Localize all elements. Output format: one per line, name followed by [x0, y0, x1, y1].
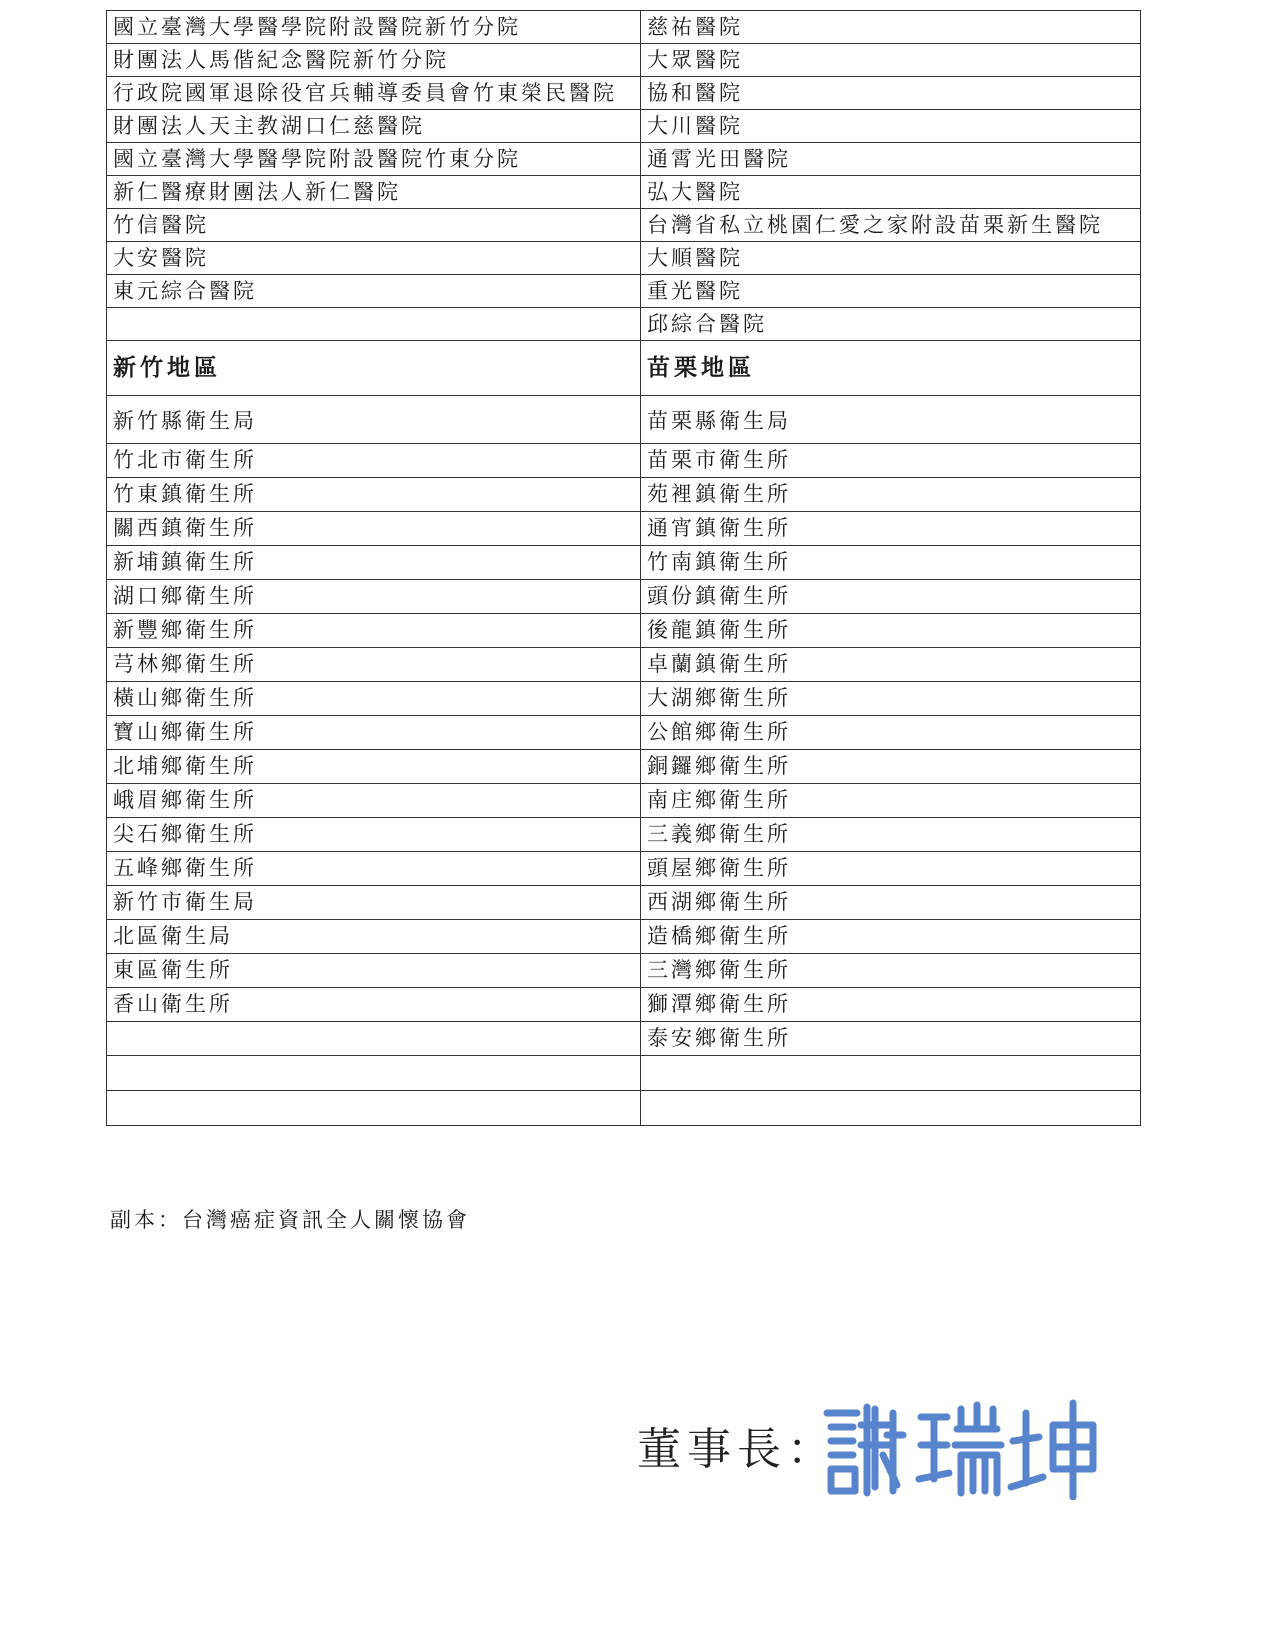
- region-header-hsinchu: 新竹地區: [107, 341, 641, 396]
- health-bureau-row: [107, 716, 1141, 750]
- hospital-row: [107, 143, 1141, 176]
- miaoli-cell: 重光醫院: [641, 275, 1141, 308]
- hsinchu-cell: 橫山鄉衛生所: [107, 682, 641, 716]
- signature-block: [637, 1395, 1117, 1505]
- hsinchu-cell: 北埔鄉衛生所: [107, 750, 641, 784]
- hsinchu-cell: 國立臺灣大學醫學院附設醫院新竹分院: [107, 11, 641, 44]
- miaoli-cell: 弘大醫院: [641, 176, 1141, 209]
- miaoli-cell: 後龍鎮衛生所: [641, 614, 1141, 648]
- miaoli-cell: 造橋鄉衛生所: [641, 920, 1141, 954]
- health-bureau-row: [107, 852, 1141, 886]
- miaoli-cell: 台灣省私立桃園仁愛之家附設苗栗新生醫院: [641, 209, 1141, 242]
- health-bureau-row: [107, 512, 1141, 546]
- hospital-row: [107, 308, 1141, 341]
- hsinchu-cell: 東區衛生所: [107, 954, 641, 988]
- miaoli-cell: [641, 1056, 1141, 1091]
- health-bureau-row: [107, 648, 1141, 682]
- hsinchu-cell: 新仁醫療財團法人新仁醫院: [107, 176, 641, 209]
- hsinchu-cell: 大安醫院: [107, 242, 641, 275]
- miaoli-cell: 苗栗縣衛生局: [641, 396, 1141, 444]
- miaoli-cell: 協和醫院: [641, 77, 1141, 110]
- seal-stroke: [827, 1407, 903, 1493]
- health-bureau-row: [107, 1022, 1141, 1056]
- hospital-row: [107, 176, 1141, 209]
- seal-stroke: [1011, 1403, 1093, 1497]
- hospital-row: [107, 209, 1141, 242]
- health-bureau-row: [107, 444, 1141, 478]
- hospital-row: [107, 242, 1141, 275]
- hsinchu-cell: 國立臺灣大學醫學院附設醫院竹東分院: [107, 143, 641, 176]
- miaoli-cell: 銅鑼鄉衛生所: [641, 750, 1141, 784]
- hsinchu-cell: 行政院國軍退除役官兵輔導委員會竹東榮民醫院: [107, 77, 641, 110]
- health-bureau-row: [107, 886, 1141, 920]
- hsinchu-cell: [107, 308, 641, 341]
- hsinchu-cell: 新竹縣衛生局: [107, 396, 641, 444]
- miaoli-cell: 頭屋鄉衛生所: [641, 852, 1141, 886]
- miaoli-cell: 通宵鎮衛生所: [641, 512, 1141, 546]
- miaoli-cell: 三義鄉衛生所: [641, 818, 1141, 852]
- health-bureau-row: [107, 1091, 1141, 1126]
- hospital-row: [107, 44, 1141, 77]
- miaoli-cell: 竹南鎮衛生所: [641, 546, 1141, 580]
- miaoli-cell: 通霄光田醫院: [641, 143, 1141, 176]
- hsinchu-cell: [107, 1022, 641, 1056]
- hsinchu-cell: 竹東鎮衛生所: [107, 478, 641, 512]
- hsinchu-cell: 湖口鄉衛生所: [107, 580, 641, 614]
- miaoli-cell: 大湖鄉衛生所: [641, 682, 1141, 716]
- miaoli-cell: 苑裡鎮衛生所: [641, 478, 1141, 512]
- miaoli-cell: 邱綜合醫院: [641, 308, 1141, 341]
- hospital-distribution-table: [106, 10, 1141, 1126]
- miaoli-cell: 頭份鎮衛生所: [641, 580, 1141, 614]
- hospital-row: [107, 110, 1141, 143]
- miaoli-cell: 公館鄉衛生所: [641, 716, 1141, 750]
- hospital-row: [107, 77, 1141, 110]
- hsinchu-cell: 峨眉鄉衛生所: [107, 784, 641, 818]
- miaoli-cell: 慈祐醫院: [641, 11, 1141, 44]
- signature-seal-image: [817, 1395, 1107, 1500]
- hsinchu-cell: 新竹市衛生局: [107, 886, 641, 920]
- health-bureau-row: [107, 682, 1141, 716]
- seal-stroke: [919, 1405, 1001, 1493]
- hsinchu-cell: [107, 1056, 641, 1091]
- miaoli-cell: 三灣鄉衛生所: [641, 954, 1141, 988]
- hsinchu-cell: [107, 1091, 641, 1126]
- health-bureau-row: [107, 478, 1141, 512]
- hospital-row: [107, 275, 1141, 308]
- health-bureau-row: [107, 396, 1141, 444]
- region-header-row: [107, 341, 1141, 396]
- miaoli-cell: 西湖鄉衛生所: [641, 886, 1141, 920]
- health-bureau-row: [107, 614, 1141, 648]
- miaoli-cell: 南庄鄉衛生所: [641, 784, 1141, 818]
- hsinchu-cell: 芎林鄉衛生所: [107, 648, 641, 682]
- hsinchu-cell: 財團法人馬偕紀念醫院新竹分院: [107, 44, 641, 77]
- hsinchu-cell: 竹信醫院: [107, 209, 641, 242]
- hospital-row: [107, 11, 1141, 44]
- signatory-title: 董事長：: [637, 1424, 837, 1475]
- hsinchu-cell: 財團法人天主教湖口仁慈醫院: [107, 110, 641, 143]
- hsinchu-cell: 北區衛生局: [107, 920, 641, 954]
- hsinchu-cell: 香山衛生所: [107, 988, 641, 1022]
- health-bureau-row: [107, 818, 1141, 852]
- hsinchu-cell: 尖石鄉衛生所: [107, 818, 641, 852]
- health-bureau-row: [107, 954, 1141, 988]
- health-bureau-row: [107, 920, 1141, 954]
- hsinchu-cell: 五峰鄉衛生所: [107, 852, 641, 886]
- miaoli-cell: 苗栗市衛生所: [641, 444, 1141, 478]
- hsinchu-cell: 寶山鄉衛生所: [107, 716, 641, 750]
- hsinchu-cell: 東元綜合醫院: [107, 275, 641, 308]
- hsinchu-cell: 竹北市衛生所: [107, 444, 641, 478]
- hsinchu-cell: 新豐鄉衛生所: [107, 614, 641, 648]
- miaoli-cell: 大眾醫院: [641, 44, 1141, 77]
- health-bureau-row: [107, 750, 1141, 784]
- health-bureau-row: [107, 784, 1141, 818]
- hsinchu-cell: 關西鎮衛生所: [107, 512, 641, 546]
- health-bureau-row: [107, 1056, 1141, 1091]
- miaoli-cell: 卓蘭鎮衛生所: [641, 648, 1141, 682]
- miaoli-cell: 獅潭鄉衛生所: [641, 988, 1141, 1022]
- miaoli-cell: 大川醫院: [641, 110, 1141, 143]
- miaoli-cell: [641, 1091, 1141, 1126]
- miaoli-cell: 泰安鄉衛生所: [641, 1022, 1141, 1056]
- health-bureau-row: [107, 546, 1141, 580]
- cc-line: 副本：台灣癌症資訊全人關懷協會: [110, 1208, 470, 1232]
- health-bureau-row: [107, 580, 1141, 614]
- health-bureau-row: [107, 988, 1141, 1022]
- hsinchu-cell: 新埔鎮衛生所: [107, 546, 641, 580]
- region-header-miaoli: 苗栗地區: [641, 341, 1141, 396]
- miaoli-cell: 大順醫院: [641, 242, 1141, 275]
